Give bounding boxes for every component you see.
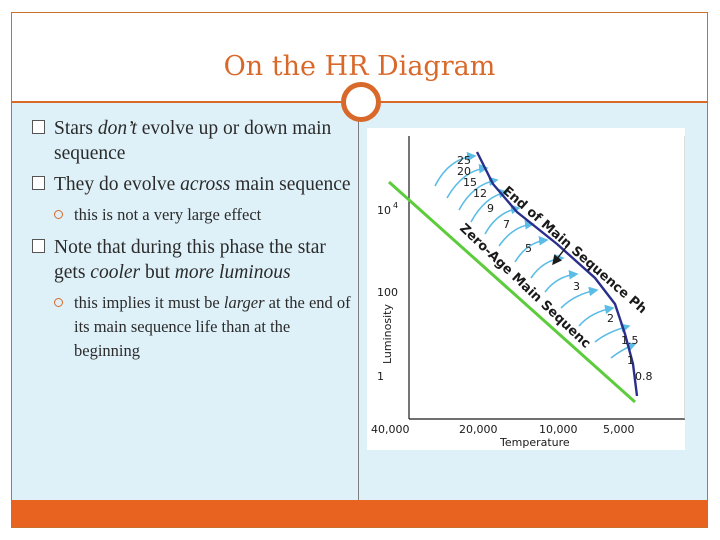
mass-label: 20: [457, 165, 471, 178]
x-tick-label: 20,000: [459, 423, 498, 436]
bullet-text: Stars: [54, 118, 98, 139]
sub-bullet-item: [32, 203, 352, 227]
slide-title: On the HR Diagram: [223, 51, 496, 82]
mass-label: 9: [487, 202, 494, 215]
x-tick-label: 5,000: [603, 423, 635, 436]
hr-diagram-figure: [367, 128, 685, 450]
bullet-text: main sequence: [230, 174, 351, 195]
mass-label: 1.5: [621, 334, 639, 347]
zams-line: [389, 182, 635, 402]
sub-bullet-item: [32, 291, 352, 363]
bullet-text: larger: [223, 293, 265, 312]
y-tick-label: 10: [377, 204, 391, 217]
mass-label: 1: [627, 354, 634, 367]
bullet-text: cooler: [90, 262, 141, 283]
y-tick-label: 100: [377, 286, 398, 299]
bullet-item: [32, 116, 352, 166]
checkbox-bullet-icon: [32, 120, 45, 134]
y-axis-label: Luminosity: [381, 304, 394, 364]
bullet-text: this implies it must be: [74, 293, 224, 312]
mass-label: 0.8: [635, 370, 653, 383]
footer-bar: [12, 500, 707, 527]
mass-label: 12: [473, 187, 487, 200]
bullet-text: Note that during this phase the star gets: [54, 237, 326, 283]
circle-bullet-icon: [54, 298, 63, 307]
zams-label-path: Zero-Age Main Sequenc: [456, 221, 594, 352]
x-tick-label: 10,000: [539, 423, 578, 436]
evolution-track-arrow: [531, 258, 563, 278]
bullet-list: [32, 116, 352, 371]
circle-bullet-icon: [54, 210, 63, 219]
y-tick-label: 1: [377, 370, 384, 383]
mass-label: 25: [457, 154, 471, 167]
mass-label: 3: [573, 280, 580, 293]
hr-diagram-svg: [367, 128, 685, 450]
mass-label: 2: [607, 312, 614, 325]
checkbox-bullet-icon: [32, 239, 45, 253]
mass-label: 15: [463, 176, 477, 189]
bullet-text: more luminous: [174, 262, 291, 283]
bullet-text: don’t: [97, 118, 137, 139]
checkbox-bullet-icon: [32, 176, 45, 190]
bullet-text: at the end of its main sequence life than at the beginning: [74, 293, 351, 360]
x-axis-label: Temperature: [500, 436, 570, 449]
x-tick-label: 40,000: [371, 423, 410, 436]
bullet-text: They do evolve: [54, 174, 181, 195]
bullet-text: this is not a very large effect: [74, 205, 262, 224]
bullet-text: across: [180, 174, 231, 195]
bullet-item: [32, 172, 352, 197]
column-divider: [358, 103, 359, 500]
bullet-text: but: [140, 262, 175, 283]
bullet-item: [32, 235, 352, 285]
mass-label: 5: [525, 242, 532, 255]
y-tick-exponent: 4: [393, 201, 399, 210]
bullet-text: evolve up or down main sequence: [54, 118, 332, 164]
mass-label: 7: [503, 218, 510, 231]
end-sequence-label-path: End of Main Sequence Ph: [499, 183, 650, 318]
